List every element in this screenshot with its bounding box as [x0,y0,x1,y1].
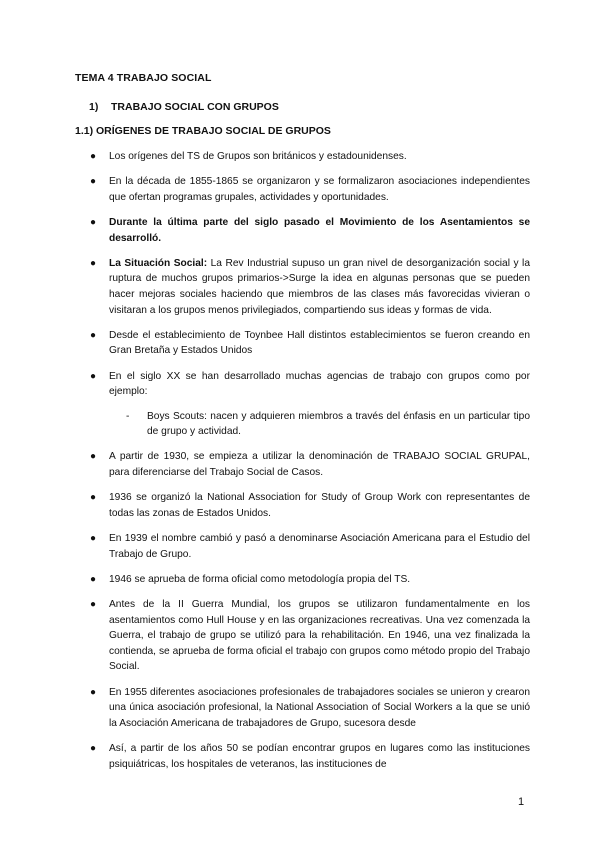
sub-list-item-text: Boys Scouts: nacen y adquieren miembros a través del énfasis en un particular tipo de grupo y actividad. [147,410,530,438]
list-item [90,369,530,440]
subsection-heading: 1.1) ORÍGENES DE TRABAJO SOCIAL DE GRUPOS [75,125,331,137]
list-item-text: Desde el establecimiento de Toynbee Hall distintos establecimientos se fueron creando en Gran Bretaña y Estados Unidos [109,329,530,357]
list-item-text: En 1939 el nombre cambió y pasó a denominarse Asociación Americana para el Estudio del Trabajo de Grupo. [109,533,530,560]
list-item [90,328,530,359]
list-item [90,256,530,318]
sub-list-item [109,409,530,440]
list-item-text: En el siglo XX se han desarrollado muchas agencias de trabajo con grupos como por ejemplo: [109,370,530,398]
bullet-icon: ● [90,151,97,162]
list-item [90,149,530,165]
section-heading [89,101,279,113]
bullet-icon: ● [90,176,97,188]
list-item-text: Durante la última parte del siglo pasado el Movimiento de los Asentamientos se desarrolló. [109,216,530,244]
list-item [90,490,530,521]
list-item-text: 1936 se organizó la National Association for Study of Group Work con representantes de todas las zonas de Estados Unidos. [109,492,530,519]
dash-icon: - [126,410,130,422]
document-title: TEMA 4 TRABAJO SOCIAL [75,72,212,84]
bullet-icon: ● [90,492,97,504]
list-item [90,741,530,772]
bullet-icon: ● [90,573,97,585]
list-item-text: En 1955 diferentes asociaciones profesionales de trabajadores sociales se unieron y crearon una única asociación profesional, la National Association of Social Workers a la que se unió la Asociación Americana de trabajadores de Grupo, sucesora desde [109,686,530,729]
list-item-text: Así, a partir de los años 50 se podían encontrar grupos en lugares como las instituciones psiquiátricas, los hospitales de veteranos, las instituciones de [109,742,530,770]
bullet-icon: ● [90,370,97,382]
page-number: 1 [518,796,525,808]
section-title: TRABAJO SOCIAL CON GRUPOS [111,101,279,113]
list-item [90,597,530,675]
bullet-icon: ● [90,451,97,463]
section-number: 1) [89,101,99,113]
bullet-icon: ● [90,742,97,754]
list-item-text: Los orígenes del TS de Grupos son británicos y estadounidenses. [109,151,407,162]
list-item-text: Antes de la II Guerra Mundial, los grupos se utilizaron fundamentalmente en los asentamientos como Hull House y en las organizaciones recreativas. Una vez comenzada la Guerra, el trabajo de grupo se utilizó para la rehabilitación. En 1946, una vez finalizada la contienda, se aprueba de forma oficial el trabajo con grupos como método propio del Trabajo Social. [109,599,530,673]
list-item-text: A partir de 1930, se empieza a utilizar la denominación de TRABAJO SOCIAL GRUPAL, para diferenciarse del Trabajo Social de Casos. [109,451,530,479]
list-item-lead: La Situación Social: [109,257,208,269]
list-item-text: La Rev Industrial supuso un gran nivel de desorganización social y la ruptura de muchos grupos primarios->Surge la idea en algunas personas que se pueden hacer mejoras sociales haciendo que miembros de las clases más favorecidas vivieran o visitaran a los grupos menos privilegiados, compartiendo sus ideas y formas de vida. [109,257,530,316]
list-item [90,215,530,246]
bullet-icon: ● [90,599,97,610]
list-item [90,449,530,480]
list-item [90,572,530,588]
list-item-text: 1946 se aprueba de forma oficial como metodología propia del TS. [109,573,411,585]
list-item [90,174,530,205]
list-item-text: En la década de 1855-1865 se organizaron y se formalizaron asociaciones independientes que ofertan programas grupales, actividades y oportunidades. [109,176,530,203]
list-item [90,531,530,562]
bullet-icon: ● [90,686,97,698]
bullet-icon: ● [90,216,97,228]
bullet-list [90,149,530,782]
list-item [90,685,530,732]
bullet-icon: ● [90,329,97,341]
bullet-icon: ● [90,257,97,269]
bullet-icon: ● [90,533,97,545]
